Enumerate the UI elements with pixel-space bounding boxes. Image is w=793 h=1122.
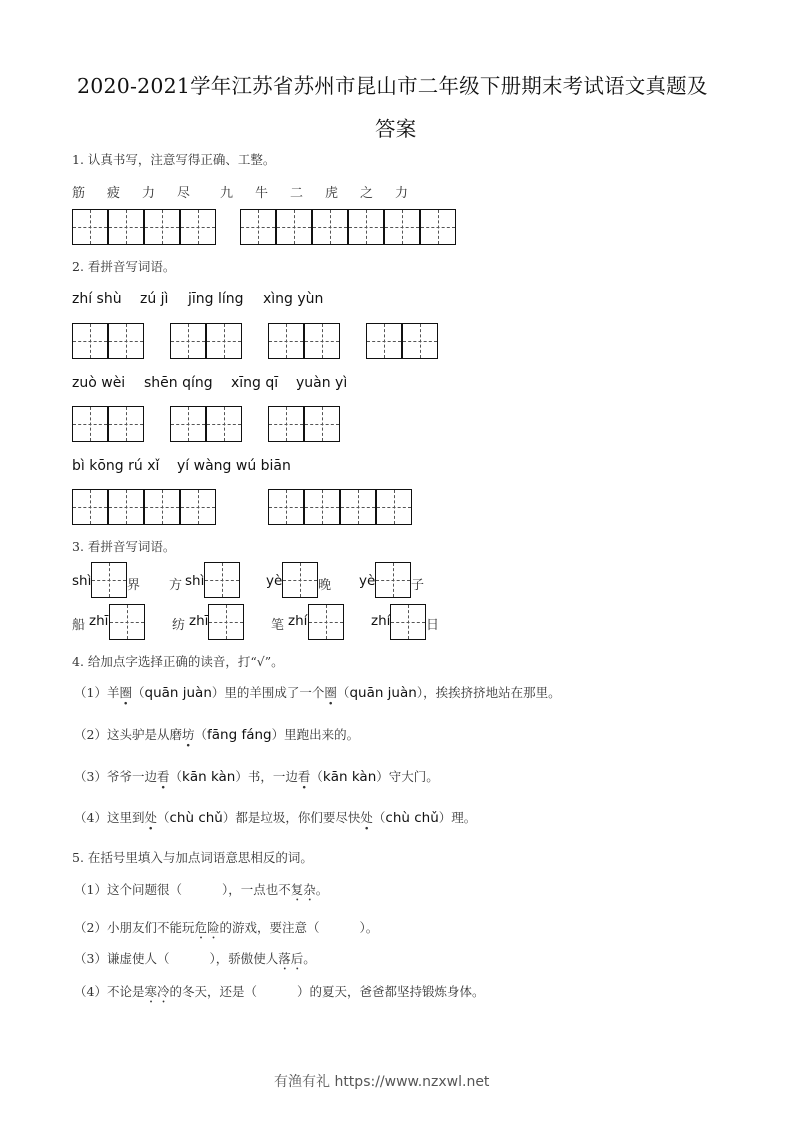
dotted-word: 寒冷 <box>144 984 170 999</box>
q1-char: 之 <box>360 186 374 201</box>
q3-char: 界 <box>127 578 141 593</box>
writing-cell[interactable] <box>179 209 216 245</box>
dotted-word: 落后 <box>278 951 304 966</box>
writing-cell[interactable] <box>366 323 401 359</box>
item-label: （4） <box>74 984 107 999</box>
writing-cell[interactable] <box>390 604 426 640</box>
text: ），一点也不 <box>221 882 291 897</box>
q3-char: 方 <box>169 578 183 593</box>
pinyin-word: jīng líng <box>188 291 244 307</box>
text: （ <box>194 727 207 742</box>
text: 谦虚使人（ <box>106 951 170 966</box>
text: ）理。 <box>438 810 477 825</box>
question-3-prompt: 3. 看拼音写词语。 <box>72 539 176 554</box>
writing-cell[interactable] <box>375 489 412 525</box>
writing-cell[interactable] <box>109 604 145 640</box>
pinyin-word: xīng qī <box>231 375 279 391</box>
q3-pinyin: zhī <box>89 613 109 629</box>
q5-item-1 <box>74 880 328 904</box>
pinyin-word: xìng yùn <box>263 291 324 307</box>
pinyin-options[interactable]: kān kàn <box>322 769 377 785</box>
writing-cell[interactable] <box>383 209 419 245</box>
q1-grid-group-2[interactable] <box>240 209 456 245</box>
pinyin-idiom: bì kōng rú xǐ <box>72 458 160 474</box>
q3-char: 晚 <box>318 578 332 593</box>
text: ）的夏天，爸爸都坚持锻炼身体。 <box>297 984 485 999</box>
pinyin-options[interactable]: chù chǔ <box>169 810 223 826</box>
question-1-prompt: 1. 认真书写，注意写得正确、工整。 <box>72 152 276 167</box>
question-4-prompt: 4. 给加点字选择正确的读音，打“√”。 <box>72 654 284 669</box>
writing-cell[interactable] <box>268 406 303 442</box>
writing-cell[interactable] <box>303 489 339 525</box>
q4-item-1 <box>74 683 561 701</box>
writing-cell[interactable] <box>419 209 456 245</box>
writing-cell[interactable] <box>72 323 107 359</box>
q3-pinyin: yè <box>359 573 376 589</box>
writing-cell[interactable] <box>205 323 242 359</box>
text: ）里跑出来的。 <box>271 727 360 742</box>
text: 这头驴是从磨 <box>106 727 182 742</box>
q3-cell[interactable] <box>308 604 344 640</box>
text: 羊 <box>106 685 120 700</box>
writing-cell[interactable] <box>208 604 244 640</box>
dotted-char: 圈 <box>119 685 132 700</box>
item-label: （1） <box>74 685 107 700</box>
writing-cell[interactable] <box>240 209 275 245</box>
q3-pinyin: shì <box>185 573 205 589</box>
text: 的游戏，要注意（ <box>219 920 320 935</box>
dotted-word: 危险 <box>194 920 220 935</box>
writing-cell[interactable] <box>107 323 144 359</box>
q2-row2-grid[interactable] <box>72 406 144 442</box>
text: ），骄傲使人 <box>209 951 279 966</box>
text: ）书，一边 <box>235 769 298 784</box>
dotted-char: 坊 <box>181 727 195 742</box>
writing-cell[interactable] <box>143 209 179 245</box>
writing-cell[interactable] <box>107 209 143 245</box>
q4-item-3 <box>74 767 439 785</box>
writing-cell[interactable] <box>303 406 340 442</box>
pinyin-word: yuàn yì <box>296 375 348 391</box>
q1-char: 虎 <box>325 186 339 201</box>
q2-row3-grid[interactable] <box>72 489 216 525</box>
pinyin-word: shēn qíng <box>144 375 213 391</box>
q4-item-4 <box>74 808 476 826</box>
q1-char: 尽 <box>177 186 191 201</box>
writing-cell[interactable] <box>179 489 216 525</box>
writing-cell[interactable] <box>375 562 411 598</box>
q1-char: 力 <box>142 186 156 201</box>
item-label: （2） <box>74 727 107 742</box>
text: ）都是垃圾，你们要尽快 <box>222 810 361 825</box>
q4-item-2 <box>74 725 359 743</box>
writing-cell[interactable] <box>204 562 240 598</box>
q5-item-4 <box>74 982 485 1006</box>
text: （ <box>156 810 170 825</box>
dotted-word: 复杂 <box>290 882 316 897</box>
writing-cell[interactable] <box>72 209 107 245</box>
text: 。 <box>303 951 316 966</box>
pinyin-word: zuò wèi <box>72 375 126 391</box>
text: ），挨挨挤挤地站在那里。 <box>416 685 561 700</box>
footer-watermark[interactable]: 有渔有礼 https://www.nzxwl.net <box>274 1074 490 1090</box>
q3-cell[interactable] <box>375 562 411 598</box>
q3-pinyin: zhí <box>371 613 391 629</box>
q1-char: 筋 <box>72 186 86 201</box>
writing-cell[interactable] <box>347 209 383 245</box>
text: （ <box>336 685 350 700</box>
q2-row1-grid[interactable] <box>268 323 340 359</box>
question-2-prompt: 2. 看拼音写词语。 <box>72 259 176 274</box>
pinyin-options[interactable]: kān kàn <box>182 769 236 785</box>
writing-cell[interactable] <box>282 562 318 598</box>
q3-cell[interactable] <box>390 604 426 640</box>
pinyin-word: zhí shù <box>72 291 122 307</box>
q3-cell[interactable] <box>204 562 240 598</box>
writing-cell[interactable] <box>143 489 179 525</box>
text: （ <box>372 810 386 825</box>
q2-row1-grid[interactable] <box>72 323 144 359</box>
writing-cell[interactable] <box>170 323 205 359</box>
writing-cell[interactable] <box>339 489 375 525</box>
writing-cell[interactable] <box>268 323 303 359</box>
q5-item-3 <box>74 949 316 973</box>
q3-pinyin: shì <box>72 573 92 589</box>
pinyin-word: zú jì <box>140 291 169 307</box>
dotted-char: 看 <box>297 769 311 784</box>
text: ）。 <box>359 920 379 935</box>
text: 的冬天，还是（ <box>169 984 257 999</box>
text: 。 <box>315 882 329 897</box>
q1-char: 疲 <box>107 186 121 201</box>
text: ）里的羊围成了一个 <box>211 685 325 700</box>
writing-cell[interactable] <box>401 323 438 359</box>
text: 小朋友们不能玩 <box>106 920 195 935</box>
writing-cell[interactable] <box>170 406 205 442</box>
document-title-line2: 答案 <box>375 117 417 141</box>
writing-cell[interactable] <box>107 489 143 525</box>
item-label: （3） <box>74 951 107 966</box>
q3-pinyin: zhí <box>288 613 308 629</box>
q1-char: 九 <box>220 186 234 201</box>
pinyin-options[interactable]: quān juàn <box>349 685 417 701</box>
q1-char: 牛 <box>255 186 269 201</box>
dotted-char: 看 <box>156 769 170 784</box>
q1-char: 二 <box>290 186 304 201</box>
item-label: （2） <box>74 920 107 935</box>
text: （ <box>131 685 145 700</box>
writing-cell[interactable] <box>72 489 107 525</box>
dotted-char: 处 <box>360 810 373 825</box>
q3-char: 子 <box>411 578 425 593</box>
q3-char: 笔 <box>271 618 285 633</box>
writing-cell[interactable] <box>72 406 107 442</box>
q2-row1-grid[interactable] <box>366 323 438 359</box>
writing-cell[interactable] <box>205 406 242 442</box>
writing-cell[interactable] <box>268 489 303 525</box>
q3-cell[interactable] <box>109 604 145 640</box>
pinyin-options[interactable]: fāng fáng <box>207 727 272 743</box>
document-title-line1: 2020-2021学年江苏省苏州市昆山市二年级下册期末考试语文真题及 <box>77 74 708 98</box>
text: （ <box>169 769 182 784</box>
writing-cell[interactable] <box>107 406 144 442</box>
q1-char: 力 <box>395 186 409 201</box>
dotted-char: 处 <box>144 810 157 825</box>
q3-pinyin: zhī <box>189 613 209 629</box>
q2-row2-grid[interactable] <box>170 406 242 442</box>
pinyin-options[interactable]: chù chǔ <box>385 810 439 826</box>
item-label: （4） <box>74 810 107 825</box>
q3-cell[interactable] <box>282 562 318 598</box>
q3-cell[interactable] <box>91 562 127 598</box>
text: （ <box>310 769 323 784</box>
item-label: （1） <box>74 882 107 897</box>
text: 这里到 <box>106 810 145 825</box>
writing-cell[interactable] <box>308 604 344 640</box>
text: 爷爷一边 <box>106 769 157 784</box>
q3-char: 船 <box>72 618 86 633</box>
q2-row1-grid[interactable] <box>170 323 242 359</box>
question-5-prompt: 5. 在括号里填入与加点词语意思相反的词。 <box>72 850 313 865</box>
dotted-char: 圈 <box>324 685 337 700</box>
writing-cell[interactable] <box>303 323 340 359</box>
q3-cell[interactable] <box>208 604 244 640</box>
writing-cell[interactable] <box>275 209 311 245</box>
pinyin-options[interactable]: quān juàn <box>144 685 212 701</box>
writing-cell[interactable] <box>311 209 347 245</box>
text: 这个问题很（ <box>106 882 182 897</box>
pinyin-idiom: yí wàng wú biān <box>177 458 291 474</box>
q2-row3-grid[interactable] <box>268 489 412 525</box>
text: 不论是 <box>106 984 145 999</box>
q3-char: 日 <box>426 618 440 633</box>
q3-pinyin: yè <box>266 573 283 589</box>
q5-item-2 <box>74 918 378 942</box>
q1-grid-group-1[interactable] <box>72 209 216 245</box>
writing-cell[interactable] <box>91 562 127 598</box>
item-label: （3） <box>74 769 107 784</box>
q2-row2-grid[interactable] <box>268 406 340 442</box>
text: ）守大门。 <box>376 769 439 784</box>
q3-char: 纺 <box>172 618 186 633</box>
